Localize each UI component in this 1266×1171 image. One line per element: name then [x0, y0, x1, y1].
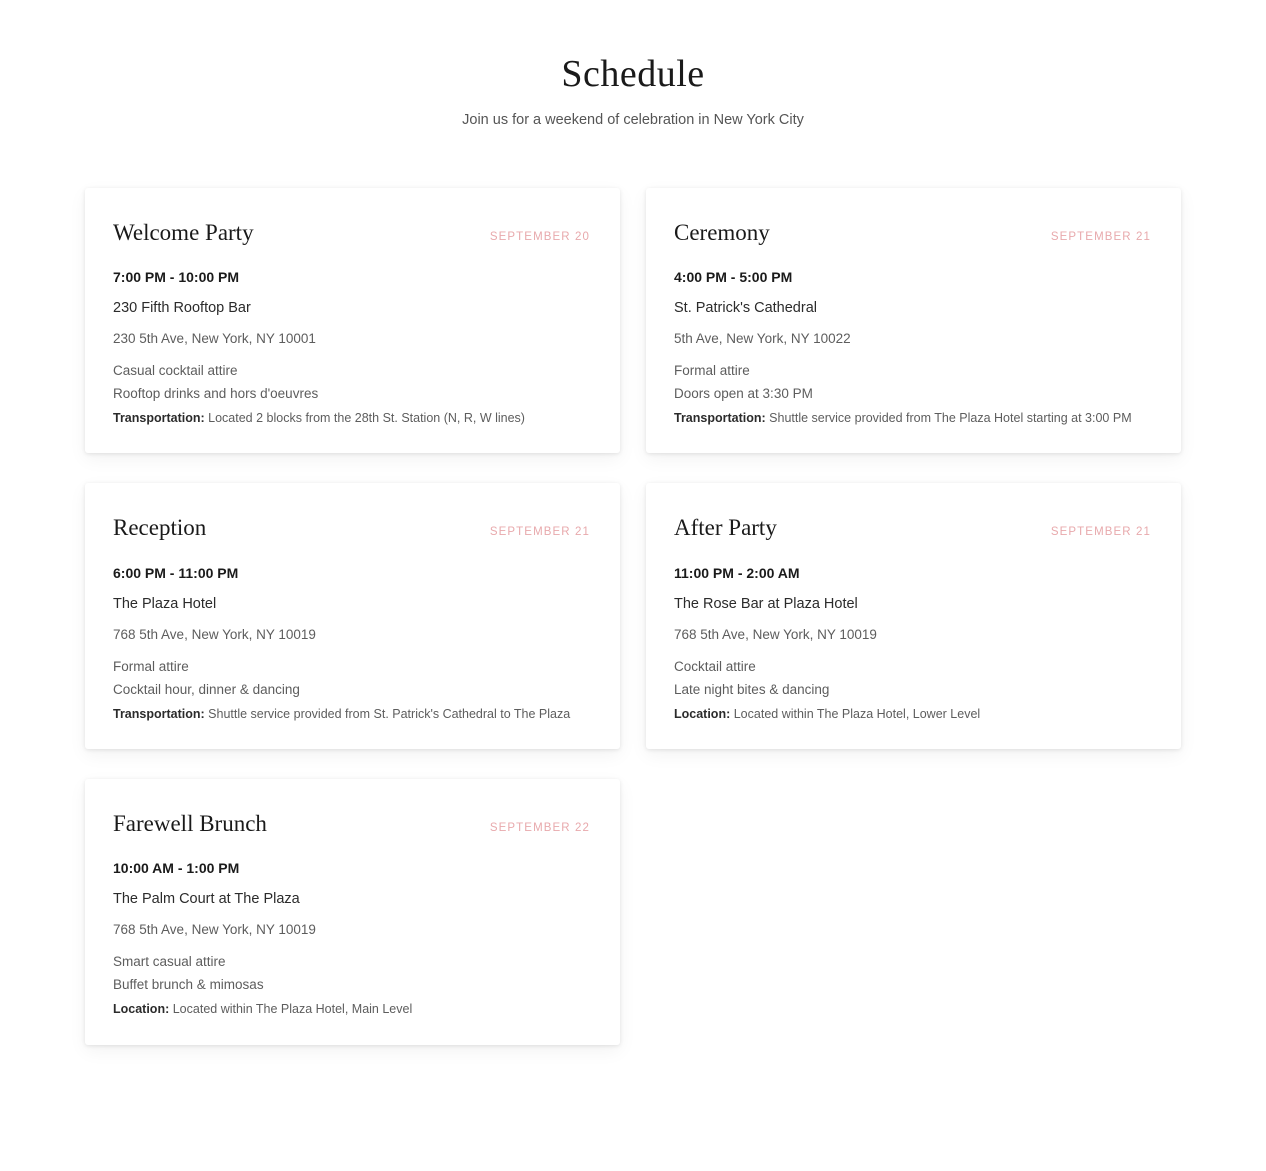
- event-venue: 230 Fifth Rooftop Bar: [113, 299, 251, 316]
- page-subtitle: Join us for a weekend of celebration in New York City: [462, 111, 804, 128]
- grid-spacer: [646, 779, 1181, 1045]
- event-detail: Rooftop drinks and hors d'oeuvres: [113, 385, 319, 401]
- event-date: SEPTEMBER 21: [489, 526, 590, 539]
- event-time: 7:00 PM - 10:00 PM: [113, 268, 240, 285]
- event-note-label: Transportation:: [674, 410, 766, 425]
- event-note-label: Location:: [674, 706, 731, 721]
- event-title: Farewell Brunch: [113, 811, 267, 837]
- event-address: 768 5th Ave, New York, NY 10019: [674, 626, 877, 642]
- event-note-label: Location:: [113, 1002, 170, 1017]
- event-time: 10:00 AM - 1:00 PM: [113, 860, 240, 877]
- event-card-welcome-party: [85, 188, 620, 454]
- event-venue: The Plaza Hotel: [113, 595, 217, 612]
- event-attire: Formal attire: [674, 362, 750, 378]
- schedule-cards-grid: [0, 188, 1266, 1045]
- event-card-after-party: [646, 483, 1181, 749]
- event-title: After Party: [674, 515, 777, 541]
- event-card-header: [113, 515, 590, 540]
- event-attire: Formal attire: [113, 658, 189, 674]
- event-time: 4:00 PM - 5:00 PM: [674, 268, 793, 285]
- event-note: [113, 410, 590, 428]
- event-note-text: Located within The Plaza Hotel, Main Level: [172, 1002, 413, 1017]
- event-detail: Doors open at 3:30 PM: [674, 385, 813, 401]
- event-note-label: Transportation:: [113, 410, 205, 425]
- event-note: [113, 1001, 590, 1019]
- event-note-label: Transportation:: [113, 706, 205, 721]
- event-attire: Cocktail attire: [674, 658, 756, 674]
- event-time: 11:00 PM - 2:00 AM: [674, 564, 800, 581]
- event-venue: St. Patrick's Cathedral: [674, 299, 817, 316]
- page-header: [0, 52, 1266, 128]
- event-card-header: [113, 220, 590, 245]
- event-address: 768 5th Ave, New York, NY 10019: [113, 626, 316, 642]
- page-title: Schedule: [561, 53, 705, 95]
- event-date: SEPTEMBER 21: [1050, 230, 1151, 243]
- event-date: SEPTEMBER 20: [489, 230, 590, 243]
- event-note: [113, 706, 590, 724]
- event-card-header: [674, 220, 1151, 245]
- event-attire: Smart casual attire: [113, 954, 226, 970]
- event-note-text: Shuttle service provided from St. Patrick's Cathedral to The Plaza: [208, 706, 571, 721]
- event-venue: The Rose Bar at Plaza Hotel: [674, 595, 858, 612]
- event-title: Ceremony: [674, 219, 770, 245]
- event-note: [674, 706, 1151, 724]
- event-date: SEPTEMBER 21: [1050, 526, 1151, 539]
- event-detail: Late night bites & dancing: [674, 681, 830, 697]
- event-card-header: [674, 515, 1151, 540]
- event-card-ceremony: [646, 188, 1181, 454]
- event-attire: Casual cocktail attire: [113, 362, 238, 378]
- event-venue: The Palm Court at The Plaza: [113, 891, 300, 908]
- event-time: 6:00 PM - 11:00 PM: [113, 564, 239, 581]
- event-title: Reception: [113, 515, 207, 541]
- event-detail: Buffet brunch & mimosas: [113, 977, 264, 993]
- event-title: Welcome Party: [113, 219, 254, 245]
- event-card-reception: [85, 483, 620, 749]
- event-note-text: Located within The Plaza Hotel, Lower Level: [733, 706, 981, 721]
- event-address: 5th Ave, New York, NY 10022: [674, 330, 851, 346]
- event-card-farewell-brunch: [85, 779, 620, 1045]
- event-address: 230 5th Ave, New York, NY 10001: [113, 330, 316, 346]
- event-card-header: [113, 811, 590, 836]
- event-date: SEPTEMBER 22: [489, 822, 590, 835]
- event-note-text: Located 2 blocks from the 28th St. Station (N, R, W lines): [208, 410, 525, 425]
- event-detail: Cocktail hour, dinner & dancing: [113, 681, 300, 697]
- event-address: 768 5th Ave, New York, NY 10019: [113, 922, 316, 938]
- event-note-text: Shuttle service provided from The Plaza Hotel starting at 3:00 PM: [769, 410, 1132, 425]
- event-note: [674, 410, 1151, 428]
